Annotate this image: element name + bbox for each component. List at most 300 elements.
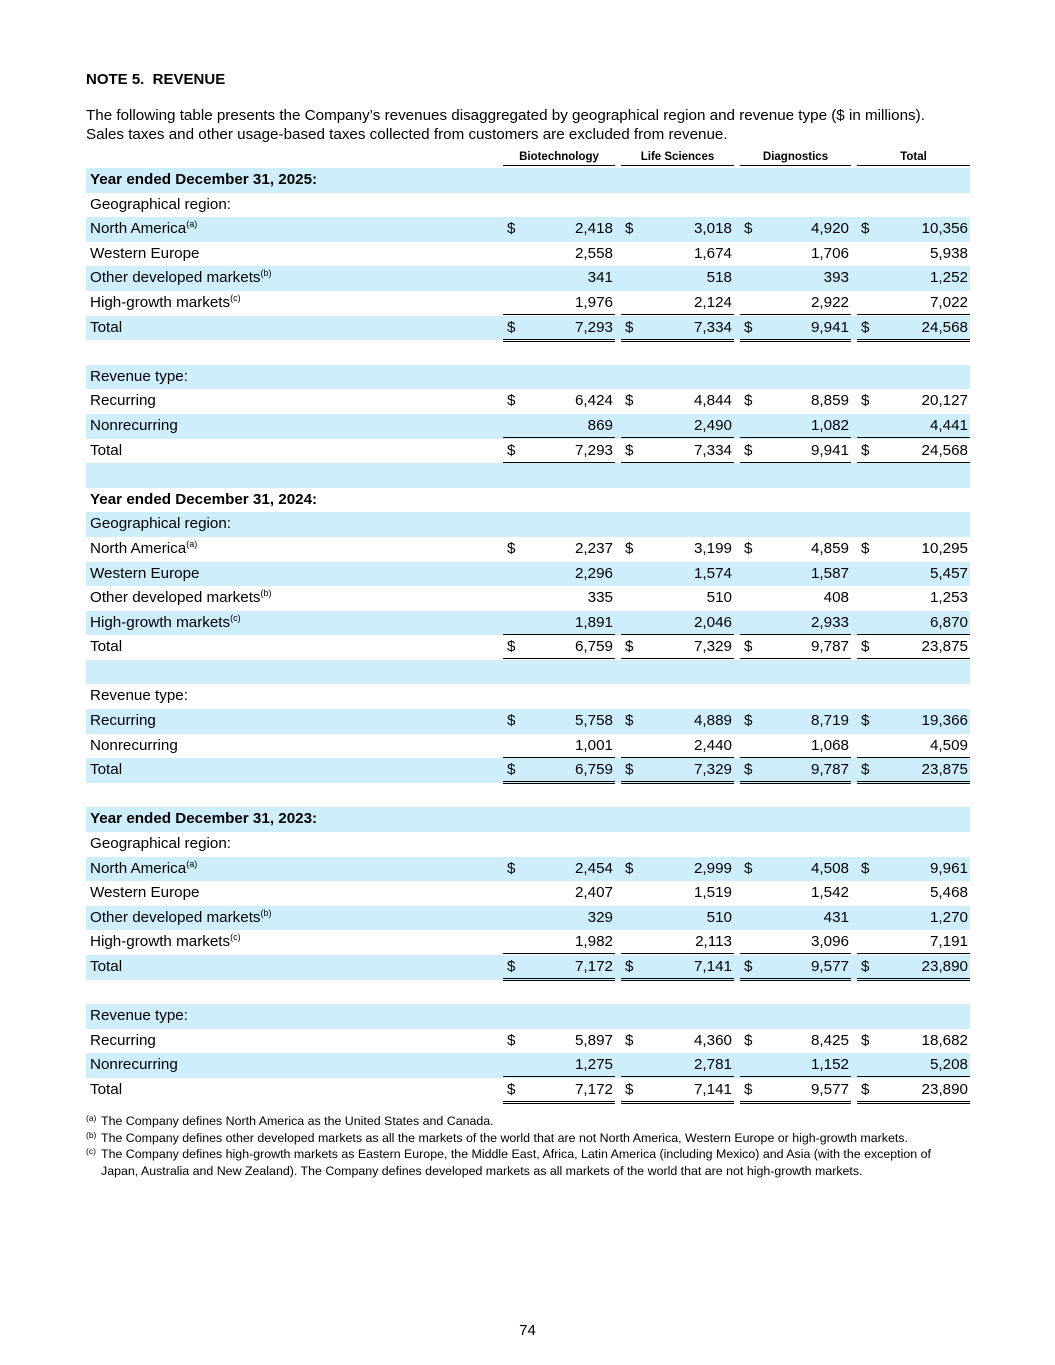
value-cell [857, 1029, 970, 1052]
footnote-text: The Company defines other developed markets as all the markets of the world that are not North America, Western Europe or high-growth markets. [101, 1130, 908, 1145]
table-row [86, 340, 970, 365]
currency-symbol: $ [744, 1031, 753, 1049]
table-row [86, 537, 970, 562]
cell-value: 3,096 [810, 933, 849, 951]
value-cell [857, 537, 970, 560]
cell-value: 7,329 [693, 638, 732, 656]
value-cell [857, 758, 970, 784]
row-label [90, 392, 156, 409]
value-cell [740, 217, 851, 240]
cell-value: 3,199 [693, 539, 732, 557]
cell-value: 2,922 [810, 293, 849, 311]
value-cell [740, 266, 851, 289]
cell-value: 5,457 [929, 564, 968, 582]
value-cell [740, 562, 851, 585]
cell-value: 9,577 [810, 958, 849, 975]
currency-symbol: $ [507, 539, 516, 557]
value-cell [503, 586, 615, 609]
cell-value: 7,329 [693, 761, 732, 779]
row-label [90, 687, 188, 704]
cell-value: 510 [706, 908, 732, 926]
value-cell [857, 562, 970, 585]
currency-symbol: $ [625, 712, 634, 730]
cell-value: 4,441 [929, 416, 968, 434]
table-row [86, 316, 970, 341]
value-cell [621, 389, 734, 412]
value-cell [503, 266, 615, 289]
cell-value: 4,859 [810, 539, 849, 557]
value-cell [740, 242, 851, 265]
cell-value: 1,068 [810, 736, 849, 754]
currency-symbol: $ [625, 1031, 634, 1049]
value-cell [503, 1053, 615, 1077]
row-label [90, 958, 122, 975]
cell-value: 5,208 [929, 1056, 968, 1074]
note-heading: NOTE 5. REVENUE [86, 71, 226, 88]
value-cell [857, 439, 970, 465]
table-row [86, 807, 970, 832]
table-row [86, 930, 970, 955]
currency-symbol: $ [625, 539, 634, 557]
currency-symbol: $ [625, 638, 634, 656]
row-label-text: Total [90, 441, 123, 459]
footnote-reference: (b) [260, 588, 272, 599]
currency-symbol: $ [507, 318, 516, 336]
value-cell [503, 709, 615, 732]
row-label [90, 196, 231, 213]
value-cell [621, 635, 734, 661]
footnote [86, 1113, 956, 1130]
footnote-reference: (b) [260, 907, 272, 918]
value-cell [857, 906, 970, 929]
currency-symbol: $ [744, 441, 753, 459]
cell-value: 1,674 [693, 244, 732, 262]
currency-symbol: $ [861, 761, 870, 779]
value-cell [740, 881, 851, 904]
value-cell [621, 291, 734, 315]
value-cell [740, 1078, 851, 1104]
cell-value: 7,334 [693, 318, 732, 336]
footnote-text: The Company defines North America as the United States and Canada. [101, 1114, 494, 1128]
value-cell [503, 930, 615, 954]
footnote-mark: (b) [86, 1129, 97, 1140]
row-label [90, 614, 241, 631]
table-row [86, 783, 970, 808]
cell-value: 8,859 [810, 392, 849, 410]
row-label [90, 884, 199, 901]
cell-value: 510 [706, 589, 732, 607]
cell-value: 1,706 [810, 244, 849, 262]
table-row [86, 242, 970, 267]
cell-value: 7,141 [693, 1080, 732, 1098]
value-cell [857, 857, 970, 880]
value-cell [503, 242, 615, 265]
cell-value: 1,542 [810, 884, 849, 902]
value-cell [621, 439, 734, 465]
value-cell [621, 1029, 734, 1052]
cell-value: 24,568 [921, 318, 968, 336]
value-cell [740, 758, 851, 784]
cell-value: 3,018 [693, 220, 732, 238]
row-label-text: Western Europe [90, 884, 200, 902]
value-cell [503, 562, 615, 585]
row-label [90, 712, 156, 729]
row-label-text: Western Europe [90, 564, 200, 582]
table-row [86, 832, 970, 857]
currency-symbol: $ [744, 761, 753, 779]
currency-symbol: $ [861, 1031, 870, 1049]
currency-symbol: $ [625, 859, 634, 877]
cell-value: 10,356 [921, 220, 968, 238]
value-cell [857, 709, 970, 732]
row-label-text: Recurring [90, 1031, 156, 1049]
cell-value: 2,933 [810, 613, 849, 631]
value-cell [503, 857, 615, 880]
value-cell [857, 635, 970, 661]
value-cell [857, 291, 970, 315]
cell-value: 2,296 [574, 564, 613, 582]
currency-symbol: $ [744, 638, 753, 656]
table-row [86, 562, 970, 587]
value-cell [740, 439, 851, 465]
cell-value: 8,719 [810, 712, 849, 730]
row-label-text: Year ended December 31, 2023: [90, 810, 318, 828]
cell-value: 341 [587, 269, 613, 287]
currency-symbol: $ [625, 318, 634, 336]
cell-value: 869 [587, 416, 613, 434]
value-cell [503, 439, 615, 465]
currency-symbol: $ [625, 220, 634, 238]
value-cell [621, 955, 734, 981]
value-cell [621, 217, 734, 240]
row-label [90, 810, 317, 827]
value-cell [857, 611, 970, 635]
row-label-text: Nonrecurring [90, 416, 178, 434]
value-cell [740, 955, 851, 981]
value-cell [503, 635, 615, 661]
value-cell [621, 266, 734, 289]
currency-symbol: $ [507, 1031, 516, 1049]
table-row [86, 955, 970, 980]
currency-symbol: $ [507, 859, 516, 877]
currency-symbol: $ [625, 1080, 634, 1098]
footnote-text: The Company defines high-growth markets as Eastern Europe, the Middle East, Africa, Latin America (including Mexico) and Asia (with the exception of Japan, Australia and New Zealand). The Company defines developed markets as all markets of the world that are not high-growth markets. [101, 1147, 931, 1178]
row-label [90, 761, 122, 778]
value-cell [503, 389, 615, 412]
value-cell [621, 414, 734, 438]
cell-value: 1,082 [810, 416, 849, 434]
value-cell [621, 562, 734, 585]
value-cell [740, 389, 851, 412]
cell-value: 5,938 [929, 244, 968, 262]
value-cell [503, 881, 615, 904]
currency-symbol: $ [861, 539, 870, 557]
currency-symbol: $ [744, 859, 753, 877]
value-cell [857, 414, 970, 438]
row-label [90, 1032, 156, 1049]
table-row [86, 660, 970, 685]
value-cell [621, 611, 734, 635]
currency-symbol: $ [861, 712, 870, 730]
currency-symbol: $ [861, 441, 870, 459]
value-cell [503, 414, 615, 438]
value-cell [857, 389, 970, 412]
table-row [86, 1053, 970, 1078]
cell-value: 5,468 [929, 884, 968, 902]
row-label [90, 319, 122, 336]
footnote-reference: (c) [230, 612, 241, 623]
currency-symbol: $ [744, 712, 753, 730]
currency-symbol: $ [744, 1080, 753, 1098]
cell-value: 4,920 [810, 220, 849, 238]
row-label [90, 1007, 188, 1024]
value-cell [740, 586, 851, 609]
cell-value: 4,844 [693, 392, 732, 410]
footnote-mark: (a) [86, 1113, 97, 1123]
cell-value: 5,758 [574, 712, 613, 730]
table-row [86, 635, 970, 660]
currency-symbol: $ [744, 220, 753, 238]
cell-value: 1,587 [810, 564, 849, 582]
intro-paragraph [86, 106, 966, 144]
footnotes [86, 1113, 956, 1179]
cell-value: 23,875 [921, 638, 968, 656]
cell-value: 2,490 [693, 416, 732, 434]
cell-value: 7,334 [693, 441, 732, 459]
currency-symbol: $ [744, 958, 753, 975]
cell-value: 408 [823, 589, 849, 607]
table-row [86, 857, 970, 882]
cell-value: 5,897 [574, 1031, 613, 1049]
cell-value: 18,682 [921, 1031, 968, 1049]
table-row [86, 709, 970, 734]
row-label [90, 491, 317, 508]
table-row [86, 291, 970, 316]
currency-symbol: $ [625, 441, 634, 459]
intro-text: The following table presents the Company’s revenues disaggregated by geographical region and revenue type ($ in millions). Sales taxes and other usage-based taxes collected from customers are excluded from revenue. [86, 107, 925, 143]
value-cell [621, 586, 734, 609]
row-label-text: North America [90, 220, 187, 238]
cell-value: 6,870 [929, 613, 968, 631]
cell-value: 20,127 [921, 392, 968, 410]
footnote-reference: (a) [186, 538, 198, 549]
value-cell [740, 1029, 851, 1052]
currency-symbol: $ [507, 712, 516, 730]
row-label-text: Recurring [90, 392, 156, 410]
currency-symbol: $ [861, 638, 870, 656]
cell-value: 7,172 [574, 958, 613, 975]
value-cell [857, 316, 970, 342]
row-label [90, 220, 197, 237]
value-cell [857, 1053, 970, 1077]
table-row [86, 217, 970, 242]
page-number: 74 [519, 1322, 536, 1339]
cell-value: 2,418 [574, 220, 613, 238]
cell-value: 9,787 [810, 761, 849, 779]
cell-value: 4,508 [810, 859, 849, 877]
row-label [90, 171, 317, 188]
value-cell [857, 266, 970, 289]
footnote-mark: (c) [86, 1146, 96, 1156]
cell-value: 9,941 [810, 318, 849, 336]
value-cell [503, 217, 615, 240]
row-label-text: Other developed markets [90, 589, 261, 607]
currency-symbol: $ [507, 1080, 516, 1098]
row-label-text: Geographical region: [90, 515, 231, 533]
cell-value: 9,577 [810, 1080, 849, 1098]
table-row [86, 488, 970, 513]
value-cell [740, 857, 851, 880]
row-label [90, 860, 197, 877]
row-label-text: Geographical region: [90, 835, 231, 853]
cell-value: 1,574 [693, 564, 732, 582]
currency-symbol: $ [507, 638, 516, 656]
footnote-reference: (c) [230, 292, 241, 303]
cell-value: 2,046 [693, 613, 732, 631]
row-label-text: Nonrecurring [90, 1056, 178, 1074]
cell-value: 7,141 [693, 958, 732, 975]
value-cell [503, 537, 615, 560]
value-cell [621, 881, 734, 904]
value-cell [740, 537, 851, 560]
cell-value: 1,275 [574, 1056, 613, 1074]
currency-symbol: $ [744, 392, 753, 410]
row-label-text: Other developed markets [90, 908, 261, 926]
row-label-text: Western Europe [90, 244, 200, 262]
cell-value: 2,558 [574, 244, 613, 262]
currency-symbol: $ [625, 958, 634, 975]
table-row [86, 439, 970, 464]
table-row [86, 389, 970, 414]
table-row [86, 365, 970, 390]
value-cell [621, 1078, 734, 1104]
cell-value: 24,568 [921, 441, 968, 459]
value-cell [740, 611, 851, 635]
value-cell [503, 734, 615, 758]
cell-value: 9,941 [810, 441, 849, 459]
footnote-reference: (a) [186, 858, 198, 869]
footnote-reference: (b) [260, 268, 272, 279]
currency-symbol: $ [861, 318, 870, 336]
row-label-text: Other developed markets [90, 269, 261, 287]
row-label [90, 933, 241, 950]
table-row [86, 463, 970, 488]
table-row [86, 414, 970, 439]
cell-value: 19,366 [921, 712, 968, 730]
value-cell [857, 242, 970, 265]
table-row [86, 611, 970, 636]
value-cell [621, 709, 734, 732]
table-row [86, 266, 970, 291]
value-cell [857, 1078, 970, 1104]
cell-value: 4,889 [693, 712, 732, 730]
value-cell [621, 1053, 734, 1077]
row-label-text: Year ended December 31, 2025: [90, 171, 318, 188]
value-cell [503, 1029, 615, 1052]
row-label [90, 1081, 122, 1098]
table-row [86, 168, 970, 193]
table-row [86, 193, 970, 218]
currency-symbol: $ [861, 220, 870, 238]
cell-value: 393 [823, 269, 849, 287]
currency-symbol: $ [507, 958, 516, 975]
cell-value: 6,424 [574, 392, 613, 410]
cell-value: 6,759 [574, 638, 613, 656]
value-cell [621, 734, 734, 758]
cell-value: 1,253 [929, 589, 968, 607]
row-label [90, 442, 122, 459]
cell-value: 2,113 [695, 933, 732, 951]
cell-value: 1,976 [574, 293, 613, 311]
footnote-reference: (a) [186, 219, 198, 230]
revenue-table [86, 168, 970, 1103]
cell-value: 2,237 [574, 539, 613, 557]
cell-value: 4,509 [929, 736, 968, 754]
cell-value: 6,759 [574, 761, 613, 779]
value-cell [503, 955, 615, 981]
cell-value: 7,293 [574, 318, 613, 336]
cell-value: 23,890 [921, 1080, 968, 1098]
cell-value: 1,001 [574, 736, 613, 754]
value-cell [621, 537, 734, 560]
column-header-diagnostics: Diagnostics [740, 150, 851, 166]
row-label-text: Total [90, 958, 123, 975]
cell-value: 7,022 [929, 293, 968, 311]
row-label [90, 638, 122, 655]
value-cell [857, 955, 970, 981]
cell-value: 7,191 [929, 933, 968, 951]
currency-symbol: $ [625, 761, 634, 779]
currency-symbol: $ [507, 220, 516, 238]
value-cell [740, 930, 851, 954]
currency-symbol: $ [507, 392, 516, 410]
value-cell [503, 1078, 615, 1104]
row-label [90, 540, 197, 557]
row-label-text: High-growth markets [90, 933, 231, 951]
cell-value: 2,781 [693, 1056, 732, 1074]
cell-value: 9,961 [929, 859, 968, 877]
value-cell [857, 734, 970, 758]
table-row [86, 734, 970, 759]
table-row [86, 1029, 970, 1054]
value-cell [621, 316, 734, 342]
row-label-text: Geographical region: [90, 195, 231, 213]
value-cell [857, 586, 970, 609]
row-label [90, 737, 178, 754]
currency-symbol: $ [861, 392, 870, 410]
row-label-text: Total [90, 761, 123, 779]
table-row [86, 1004, 970, 1029]
cell-value: 23,890 [921, 958, 968, 975]
currency-symbol: $ [861, 958, 870, 975]
row-label-text: Total [90, 638, 123, 656]
value-cell [740, 709, 851, 732]
value-cell [740, 291, 851, 315]
row-label-text: Revenue type: [90, 687, 188, 705]
column-header-total: Total [857, 150, 970, 166]
value-cell [740, 316, 851, 342]
value-cell [740, 1053, 851, 1077]
cell-value: 7,293 [574, 441, 613, 459]
value-cell [740, 906, 851, 929]
cell-value: 329 [587, 908, 613, 926]
cell-value: 1,891 [574, 613, 613, 631]
cell-value: 335 [587, 589, 613, 607]
row-label [90, 565, 199, 582]
table-row [86, 881, 970, 906]
cell-value: 1,519 [693, 884, 732, 902]
row-label-text: Year ended December 31, 2024: [90, 490, 318, 508]
